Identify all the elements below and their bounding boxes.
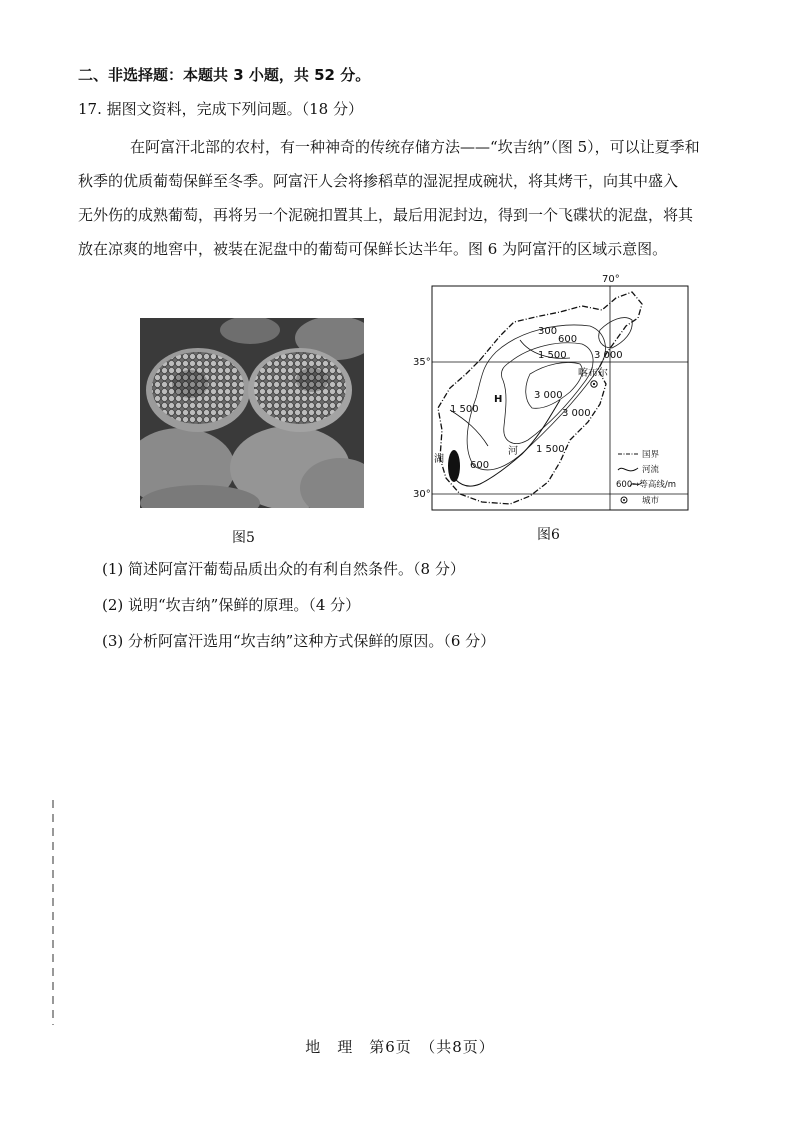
- contour-label-1500-w: 1 500: [450, 404, 479, 415]
- page-footer: 地 理 第6页 （共8页）: [305, 1038, 495, 1056]
- lake-label: 湖: [434, 454, 444, 465]
- paragraph-line-3: 无外伤的成熟葡萄，再将另一个泥碗扣置其上，最后用泥封边，得到一个飞碟状的泥盘，将其: [78, 206, 694, 224]
- paragraph-line-1: 在阿富汗北部的农村，有一种神奇的传统存储方法——“坎吉纳”（图 5），可以让夏季和: [130, 138, 700, 156]
- figure6-caption: 图6: [537, 527, 560, 543]
- river-label: 河: [508, 446, 518, 457]
- legend-river-label: 河流: [642, 465, 660, 475]
- contour-label-3000-c: 3 000: [534, 390, 563, 401]
- sub-question-3: (3) 分析阿富汗选用“坎吉纳”这种方式保鲜的原因。（6 分）: [102, 632, 496, 650]
- contour-label-3000-ne: 3 000: [594, 350, 623, 361]
- legend-contour-label: 600→等高线/m: [616, 480, 676, 490]
- question-paragraph: [78, 130, 718, 266]
- sub-question-1: (1) 简述阿富汗葡萄品质出众的有利自然条件。（8 分）: [102, 560, 465, 578]
- question-title: 17. 据图文资料，完成下列问题。（18 分）: [78, 100, 363, 118]
- section-heading: 二、非选择题：本题共 3 小题，共 52 分。: [78, 66, 371, 84]
- city-label: 喀布尔: [578, 368, 608, 379]
- contour-label-1500-s: 1 500: [536, 444, 565, 455]
- figure6-map: [410, 270, 710, 516]
- latitude-35-label: 35°: [413, 357, 431, 368]
- figure5-photo: [140, 318, 364, 508]
- contour-label-3000-e: 3 000: [562, 408, 591, 419]
- legend-border-label: 国界: [642, 450, 660, 460]
- longitude-label: 70°: [602, 274, 620, 285]
- latitude-30-label: 30°: [413, 489, 431, 500]
- binding-margin-line: [52, 800, 54, 1025]
- legend-city-label: 城市: [642, 496, 660, 506]
- sub-question-2: (2) 说明“坎吉纳”保鲜的原理。（4 分）: [102, 596, 361, 614]
- contour-label-1500-n: 1 500: [538, 350, 567, 361]
- figure5-caption: 图5: [232, 530, 255, 546]
- peak-marker: H: [494, 394, 503, 405]
- contour-label-300: 300: [538, 326, 558, 337]
- contour-label-600-sw: 600: [470, 460, 490, 471]
- paragraph-line-4: 放在凉爽的地窖中，被装在泥盘中的葡萄可保鲜长达半年。图 6 为阿富汗的区域示意图。: [78, 240, 668, 258]
- paragraph-line-2: 秋季的优质葡萄保鲜至冬季。阿富汗人会将掺稻草的湿泥捏成碗状，将其烤干，向其中盛入: [78, 172, 679, 190]
- lake-shape: [448, 450, 460, 482]
- contour-label-600: 600: [558, 334, 578, 345]
